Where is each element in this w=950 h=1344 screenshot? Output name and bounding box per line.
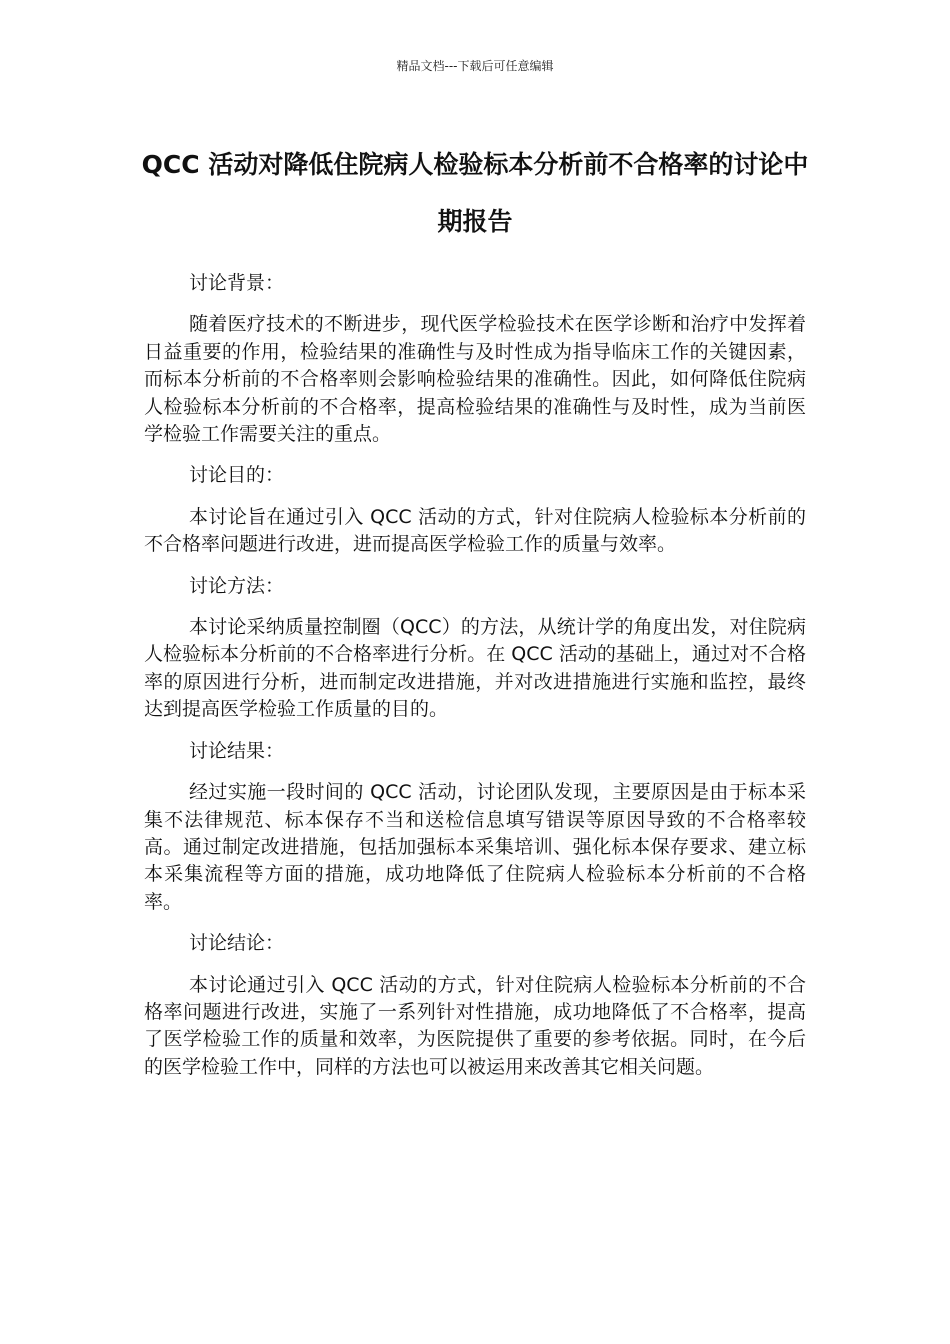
section-text-background: 随着医疗技术的不断进步，现代医学检验技术在医学诊断和治疗中发挥着日益重要的作用，检验结果的准确性与及时性成为指导临床工作的关键因素，而标本分析前的不合格率则会影响检验结果的准确性。因此，如何降低住院病人检验标本分析前的不合格率，提高检验结果的准确性与及时性，成为当前医学检验工作需要关注的重点。 (144, 313, 806, 446)
section-heading-conclusion: 讨论结论： (189, 932, 285, 955)
header-note: 精品文档---下载后可任意编辑 (396, 59, 554, 73)
section-text-purpose: 本讨论旨在通过引入 QCC 活动的方式，针对住院病人检验标本分析前的不合格率问题进行改进，进而提高医学检验工作的质量与效率。 (144, 505, 806, 556)
document-body (144, 270, 806, 1095)
section-text-results: 经过实施一段时间的 QCC 活动，讨论团队发现，主要原因是由于标本采集不法律规范、标本保存不当和送检信息填写错误等原因导致的不合格率较高。通过制定改进措施，包括加强标本采集培训、强化标本保存要求、建立标本采集流程等方面的措施，成功地降低了住院病人检验标本分析前的不合格率。 (144, 781, 806, 913)
section-text-conclusion: 本讨论通过引入 QCC 活动的方式，针对住院病人检验标本分析前的不合格率问题进行改进，实施了一系列针对性措施，成功地降低了不合格率，提高了医学检验工作的质量和效率，为医院提供了重要的参考依据。同时，在今后的医学检验工作中，同样的方法也可以被运用来改善其它相关问题。 (144, 973, 806, 1078)
section-heading-background: 讨论背景： (189, 272, 285, 294)
section-heading-method: 讨论方法： (189, 574, 285, 597)
section-heading-purpose: 讨论目的： (189, 464, 285, 487)
section-heading-results: 讨论结果： (189, 739, 285, 762)
document-title: QCC 活动对降低住院病人检验标本分析前不合格率的讨论中期报告 (141, 150, 809, 236)
section-text-method: 本讨论采纳质量控制圈（QCC）的方法，从统计学的角度出发，对住院病人检验标本分析前的不合格率进行分析。在 QCC 活动的基础上，通过对不合格率的原因进行分析，进而制定改进措施，并对改进措施进行实施和监控，最终达到提高医学检验工作质量的目的。 (144, 616, 806, 721)
